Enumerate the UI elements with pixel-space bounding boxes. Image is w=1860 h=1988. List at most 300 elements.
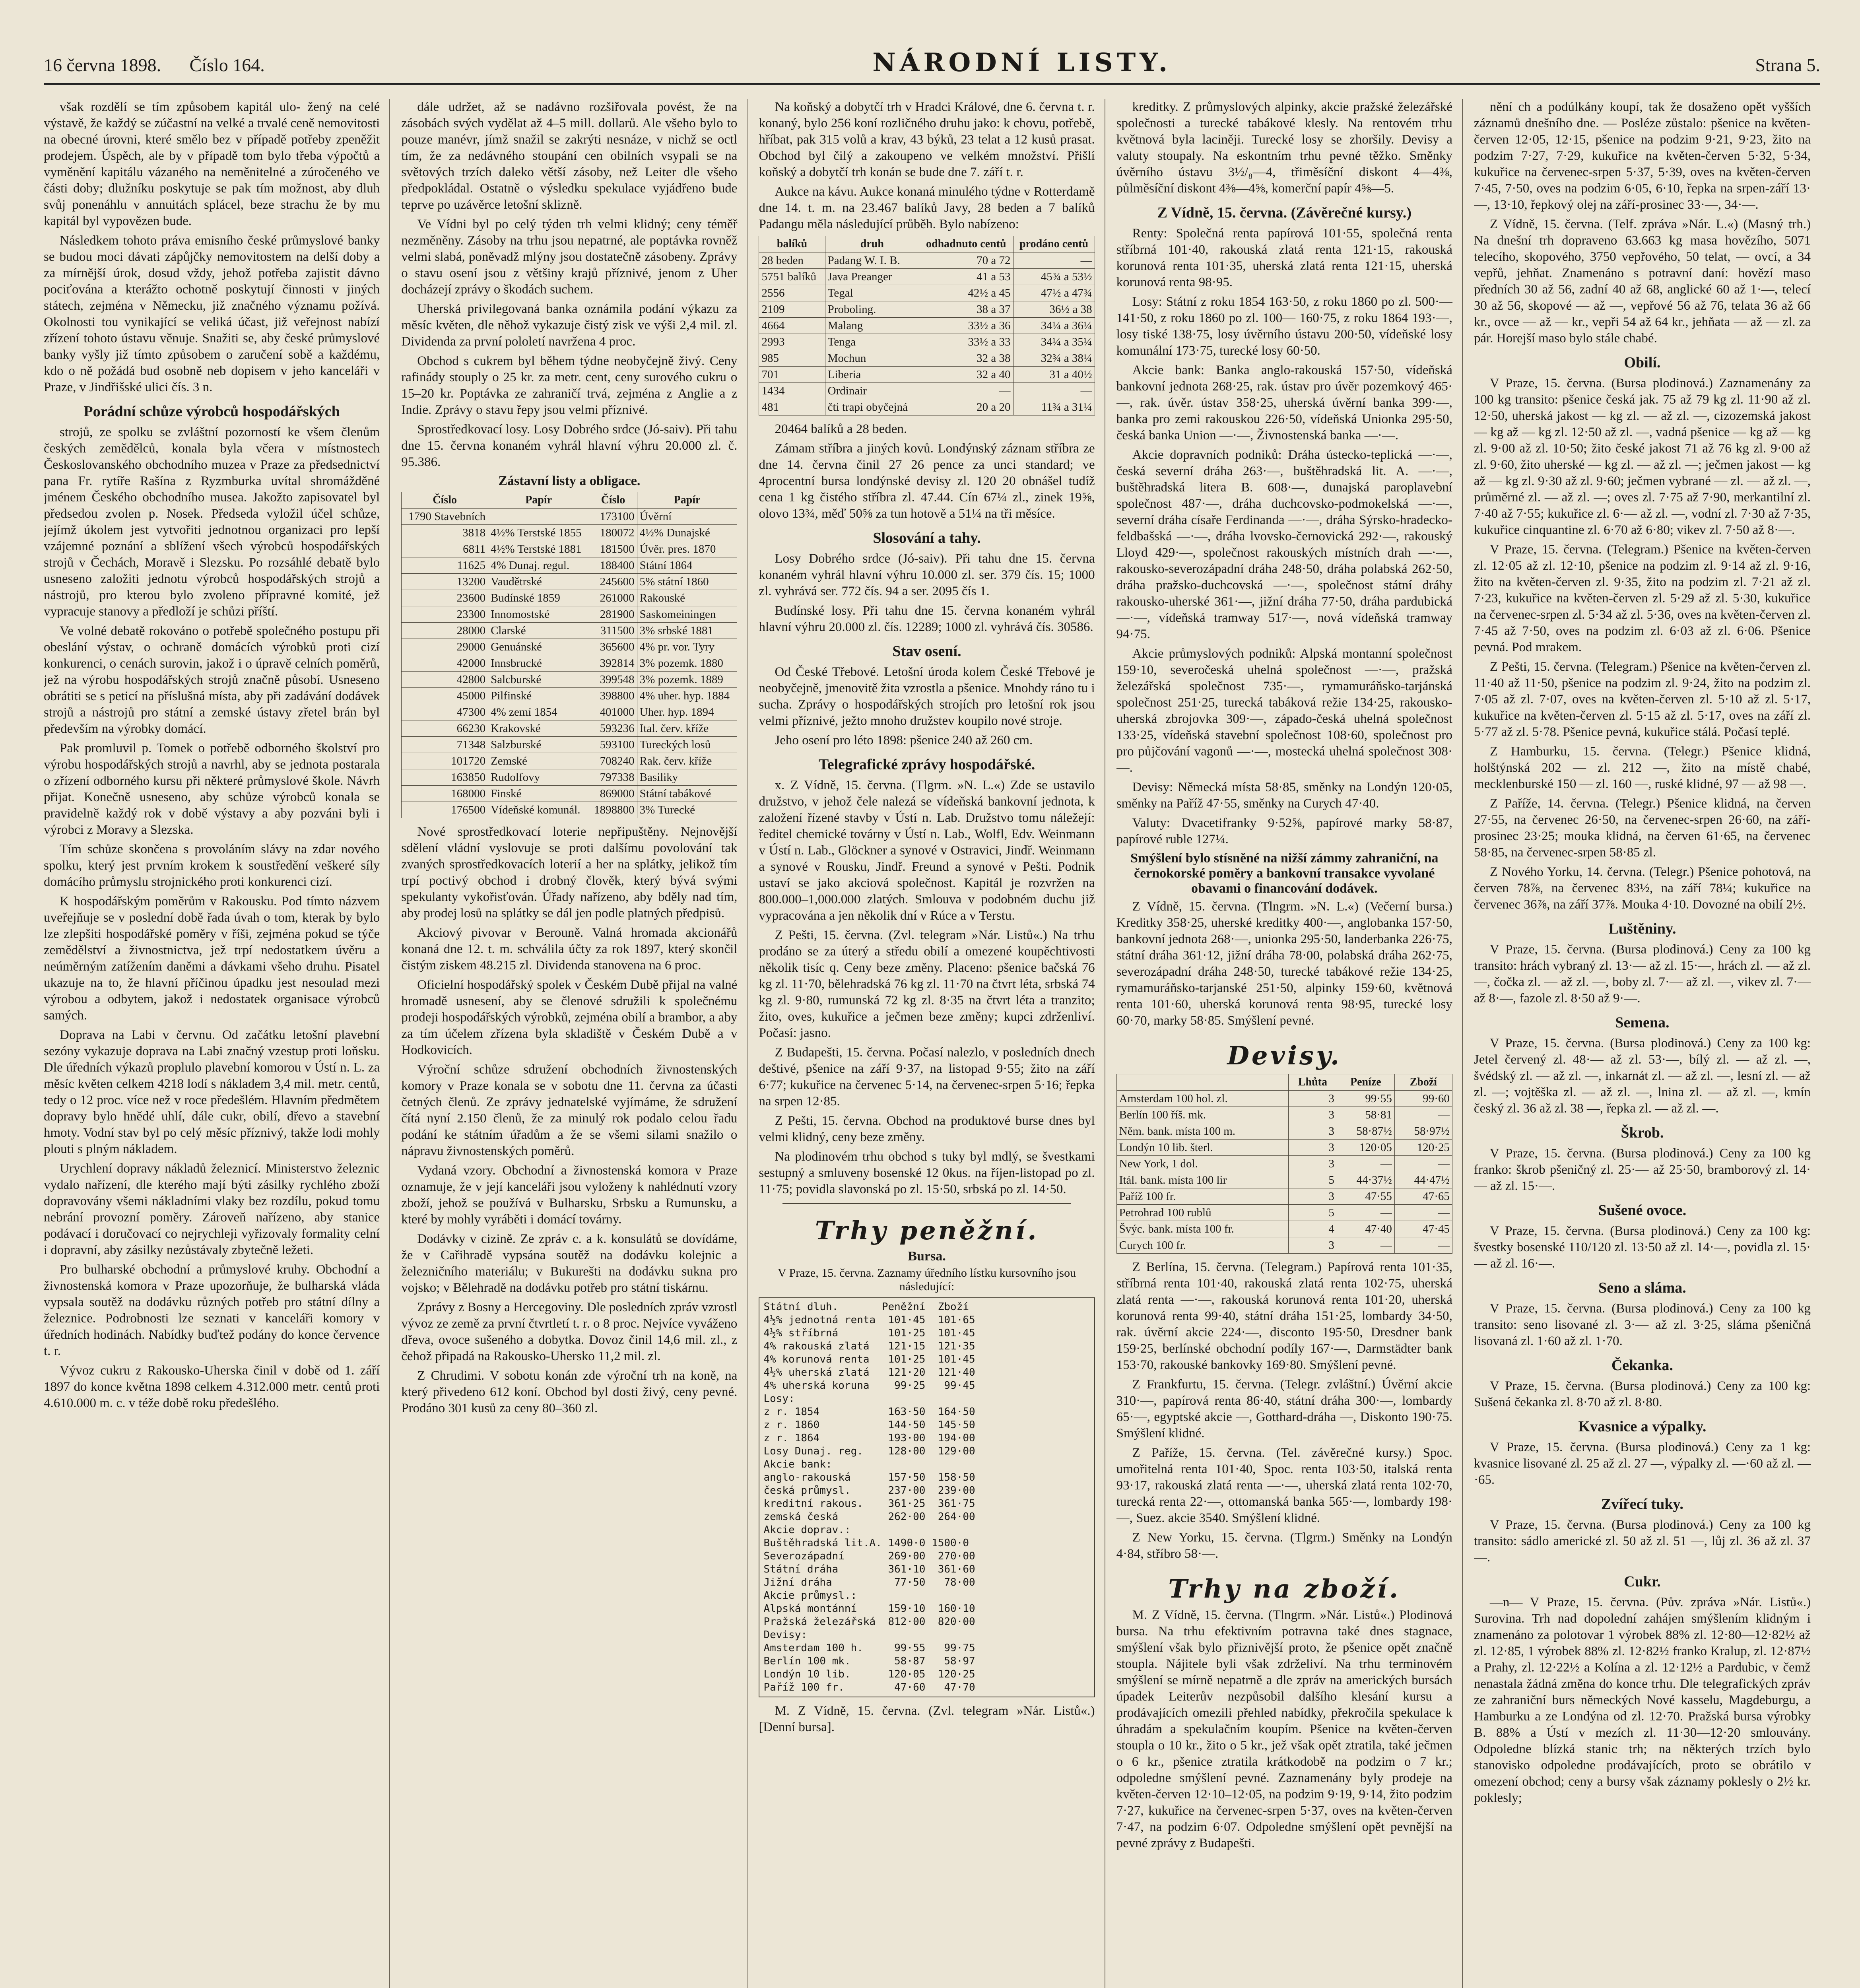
table-cell: 4% Dunaj. regul. xyxy=(488,557,589,574)
article-paragraph: Z Hamburku, 15. června. (Telegr.) Pšenice klidná, holštýnská 202 — zl. 212 —, žito na místě chabé, mecklenburské 150 — zl. 160 —, ruské klidné, 97 — až 98 —. xyxy=(1474,744,1811,791)
article-paragraph: Z New Yorku, 15. června. (Tlgrm.) Směnky na Londýn 4·84, stříbro 58·—. xyxy=(1116,1530,1452,1561)
table-cell: Rakouské xyxy=(637,590,737,606)
table-cell: Berlín 100 říš. mk. xyxy=(1116,1107,1288,1123)
table-cell: 42800 xyxy=(402,672,488,688)
table-cell: Itál. bank. místa 100 lir xyxy=(1116,1172,1288,1188)
table-cell: Tegal xyxy=(825,285,919,301)
article-paragraph: Renty: Společná renta papírová 101·55, společná renta stříbrná 101·40, rakouská zlatá renta 121·15, rakouská korunová renta 101·35, uherská zlatá renta 121·15, uherská korunová renta 98·95. xyxy=(1116,226,1452,289)
table-cell: Padang W. I. B. xyxy=(825,252,919,269)
table-cell: 3 xyxy=(1288,1107,1337,1123)
table-cell: 32 a 40 xyxy=(919,367,1013,383)
table-cell: Mochun xyxy=(825,350,919,367)
quote-line: Losy Dunaj. reg. 128·00 129·00 xyxy=(763,1445,975,1457)
table-header: Číslo xyxy=(402,492,488,509)
table-header-row xyxy=(402,492,737,509)
article-paragraph: Z Pešti, 15. června. (Zvl. telegram »Nár. Listů«.) Na trhu prodáno se za úterý a středu obilí a omezené koupěchtivosti několik tisíc q. Ceny beze změny. Placeno: pšenice bačská 76 kg zl. 11·70, bělehradská 76 kg zl. 11·70 na čtvrt léta, srbská 74 kg zl. 9·80, rumunská 72 kg zl. 8·35 na čtvrt léta a tranzito; žito, oves, kukuřice a ječmen beze změny; kupci zdrženliví. Počasí: jasno. xyxy=(759,928,1095,1040)
article-paragraph: Z Chrudimi. V sobotu konán zde výroční trh na koně, na který přivedeno 612 koní. Obchod byl dosti živý, ceny pevné. Prodáno 301 kusů za ceny 80–360 zl. xyxy=(401,1369,738,1415)
table-cell: 23600 xyxy=(402,590,488,606)
table-row xyxy=(1116,1237,1452,1254)
table-row xyxy=(759,350,1095,367)
article-paragraph: Na plodinovém trhu obchod s tuky byl mdlý, se švestkami sestupný a smluveny bosenské 12 0kus. na říjen-listopad po zl. 11·75; povidla slavonská po zl. 15·50, srbská po zl. 14·50. xyxy=(759,1149,1095,1196)
issue-number: Číslo 164. xyxy=(189,55,265,75)
table-cell: 4 xyxy=(1288,1221,1337,1237)
section-heading: Cukr. xyxy=(1624,1573,1661,1590)
quote-line: z r. 1860 144·50 145·50 xyxy=(763,1419,975,1431)
table-cell: Finské xyxy=(488,786,589,802)
article-paragraph: Z Paříže, 14. června. (Telegr.) Pšenice klidná, na červen 27·55, na červenec 26·50, na červenec-srpen 26·60, na září-prosinec 23·25; mouka klidná, na červen 61·65, na červenec 58·85, na červenec-srpen 58·85 zl. xyxy=(1474,796,1811,860)
table-cell: 11¾ a 31¼ xyxy=(1013,399,1095,415)
article-paragraph: Devisy: Německá místa 58·85, směnky na Londýn 120·05, směnky na Paříž 47·55, směnky na Curych 47·40. xyxy=(1116,780,1452,811)
table-cell: 5 xyxy=(1288,1172,1337,1188)
article-paragraph: Obchod s cukrem byl během týdne neobyčejně živý. Ceny rafinády stouply o 25 kr. za metr. cent, ceny surového cukru o 15–20 kr. Poptávka ze zahraničí trvá, zejména z Anglie a z Indie. Zprávy o stavu řepy jsou velmi příznivé. xyxy=(401,354,738,417)
table-cell: Tenga xyxy=(825,334,919,350)
quote-line: Akcie doprav.: xyxy=(763,1524,851,1536)
table-row xyxy=(759,269,1095,285)
table-row xyxy=(759,318,1095,334)
table-cell: 11625 xyxy=(402,557,488,574)
table-cell: 4½% Dunajské xyxy=(637,525,737,541)
article-paragraph: Urychlení dopravy nákladů železnicí. Ministerstvo železnic vydalo nařízení, dle kterého mají býti zásilky rychlého zboží dopravovány všemi nákladními vlaky bez rozdílu, pokud tomu nebrání provozní poměry. Zároveň nařízeno, aby stanice podávací i doručovací co nejrychleji vyřizovaly formality celní i dopravní, aby zásilky nezůstávaly zbytečně ležeti. xyxy=(44,1161,380,1257)
table-cell: 4% uher. hyp. 1884 xyxy=(637,688,737,704)
table-row xyxy=(402,737,737,753)
table-cell: Clarské xyxy=(488,623,589,639)
article-paragraph: Z Vídně, 15. června. (Tlngrm. »N. L.«) (Večerní bursa.) Kreditky 358·25, uherské kreditky 400·—, anglobanka 157·50, bankovní jednota 268·—, unionka 295·50, landerbanka 226·75, státní dráha 361·12, jižní dráha 78·00, polabská dráha 262·75, severozápadní dráha 248·50, turecké tabákové režie 134·25, rymamuráňsko-tarjanské 251·50, alpinky 159·60, květnová renta 101·60, uherská korunová renta 98·95, turecké losy 60·70, marky 58·85. Smýšlení pevné. xyxy=(1116,899,1452,1028)
table-row xyxy=(402,525,737,541)
table-cell: 38 a 37 xyxy=(919,301,1013,318)
article-paragraph: Z Pešti, 15. června. (Telegram.) Pšenice na květen-červen zl. 11·40 až 11·50, pšenice na podzim zl. 9·24, žito na podzim zl. 7·05 až zl. 7·07, oves na květen-červen zl. 5·10 až zl. 5·17, kukuřice na květen-červen zl. 5·15 až zl. 5·17, oves na září zl. 5·77 až zl. 5·78. Pšenice pevná, kukuřice stálá. Počasí teplé. xyxy=(1474,660,1811,739)
table-cell: 6811 xyxy=(402,541,488,557)
article-paragraph: kreditky. Z průmyslových alpinky, akcie pražské železářské společnosti a turecké tabákové klesly. Na rentovém trhu květnová byla laciněji. Turecké losy se zhoršily. Devisy a valuty stoupaly. Na eskontním trhu pevné těžko. Směnky úvěrního ústavu 3½/₈—4, třiměsíční diskont 4—4⅜, půlměsíční diskont 4⅜—4⅝, komerční papír 4⅝—5. xyxy=(1116,100,1452,196)
section-heading: Obilí. xyxy=(1624,354,1661,371)
column-5 xyxy=(1474,99,1820,1988)
table-cell: 188400 xyxy=(589,557,637,574)
coffee-auction-table xyxy=(759,236,1095,415)
article-paragraph: Z Paříže, 15. června. (Tel. závěrečné kursy.) Spoc. umořitelná renta 101·40, Spoc. renta 103·50, italská renta 93·17, rakouská zlatá renta —·—, uherská zlatá renta 102·70, turecká renta 22·—, ottomanská banka 565·—, lombardy 198·—, Suez. akcie 3540. Smýšlení klidné. xyxy=(1116,1446,1452,1525)
table-cell: 120·25 xyxy=(1394,1140,1452,1156)
table-row xyxy=(402,509,737,525)
article-paragraph: Výroční schůze sdružení obchodních živnostenských komory v Praze konala se v sobotu dne 11. června za účasti četných členů. Ze zprávy jednatelské vyjímáme, že sdružení čítá nyní 2.150 členů, že za minulý rok podalo celou řadu podání ke státním úřadům a že se všemi silami snažilo o nápravu živnostenských poměrů. xyxy=(401,1062,738,1158)
table-row xyxy=(1116,1221,1452,1237)
section-heading: Čekanka. xyxy=(1611,1357,1674,1374)
quote-line: Devisy: xyxy=(763,1629,808,1641)
table-cell: 47½ a 47¾ xyxy=(1013,285,1095,301)
newspaper-title: NÁRODNÍ LISTY. xyxy=(872,48,1172,78)
table-cell: 23300 xyxy=(402,606,488,623)
table-cell: Tureckých losů xyxy=(637,737,737,753)
table-cell: 5% státní 1860 xyxy=(637,574,737,590)
table-row xyxy=(402,590,737,606)
quote-line: z r. 1864 193·00 194·00 xyxy=(763,1432,975,1444)
article-paragraph: V Praze, 15. června. (Bursa plodinová.) Ceny za 100 kg transito: seno lisované zl. 3·— až zl. 3·25, sláma pšeničná lisovaná zl. 1·60 až zl. 1·70. xyxy=(1474,1301,1811,1348)
table-cell: 5751 balíků xyxy=(759,269,825,285)
column-1 xyxy=(44,99,390,1988)
table-cell: Státní 1864 xyxy=(637,557,737,574)
quote-line: Amsterdam 100 h. 99·55 99·75 xyxy=(763,1642,975,1654)
table-header: Peníze xyxy=(1337,1074,1394,1091)
table-cell: Liberia xyxy=(825,367,919,383)
table-header: prodáno centů xyxy=(1013,236,1095,252)
section-heading: Luštěniny. xyxy=(1608,920,1676,937)
table-row xyxy=(402,574,737,590)
column-4 xyxy=(1116,99,1463,1988)
table-cell: Proboling. xyxy=(825,301,919,318)
article-paragraph: Pro bulharské obchodní a průmyslové kruhy. Obchodní a živnostenská komora v Praze upozorňuje, že bulharská vláda vypsala soutěž na dodávku různých potřeb pro státní dílny a železnice. Podrobnosti lze seznati v kanceláři komory v úředních hodinách. Nabídky buďtež podány do konce července t. r. xyxy=(44,1262,380,1358)
table-cell: 797338 xyxy=(589,769,637,786)
article-paragraph: Sprostředkovací losy. Losy Dobrého srdce (Jó-saiv). Při tahu dne 15. června konaném vyhrál hlavní výhru 20.000 zl. č. 95.386. xyxy=(401,422,738,469)
table-cell: Paříž 100 fr. xyxy=(1116,1188,1288,1205)
masthead xyxy=(44,48,1820,85)
table-cell: čti trapi obyčejná xyxy=(825,399,919,415)
table-cell: 3818 xyxy=(402,525,488,541)
table-cell: 245600 xyxy=(589,574,637,590)
table-cell: 47·40 xyxy=(1337,1221,1394,1237)
table-cell: Ital. červ. kříže xyxy=(637,720,737,737)
article-paragraph: Z Nového Yorku, 14. června. (Telegr.) Pšenice pohotová, na červen 78⅞, na červenec 83½, na září 78¼; kukuřice na červenec 36⅞, na září 37⅞. Mouka 4·10. Dovozné na obilí 2½. xyxy=(1474,865,1811,912)
table-cell: 28 beden xyxy=(759,252,825,269)
table-cell: 31 a 40½ xyxy=(1013,367,1095,383)
quote-line: anglo-rakouská 157·50 158·50 xyxy=(763,1472,975,1483)
article-paragraph: M. Z Vídně, 15. června. (Zvl. telegram »Nár. Listů«.) [Denní bursa]. xyxy=(759,1704,1095,1734)
article-paragraph: Akciový pivovar v Berouně. Valná hromada akcionářů konaná dne 12. t. m. schválila účty za rok 1897, který skončil čistým ziskem 48.215 zl. Dividenda stanovena na 6 proc. xyxy=(401,926,738,973)
table-cell: 29000 xyxy=(402,639,488,655)
table-cell: — xyxy=(1394,1205,1452,1221)
section-heading: Slosování a tahy. xyxy=(873,530,981,546)
quotes-lines xyxy=(763,1301,1090,1694)
table-cell: 2993 xyxy=(759,334,825,350)
table-cell: 701 xyxy=(759,367,825,383)
table-cell: Innomostské xyxy=(488,606,589,623)
table-cell: 3 xyxy=(1288,1123,1337,1140)
table-cell: 47300 xyxy=(402,704,488,720)
table-cell: Ordinair xyxy=(825,383,919,399)
table-row xyxy=(759,252,1095,269)
table-header: Zboží xyxy=(1394,1074,1452,1091)
table-cell: 34¼ a 36¼ xyxy=(1013,318,1095,334)
table-header: druh xyxy=(825,236,919,252)
quote-line: zemská česká 262·00 264·00 xyxy=(763,1511,975,1523)
table-cell: 311500 xyxy=(589,623,637,639)
table-cell: — xyxy=(919,383,1013,399)
table-row xyxy=(1116,1091,1452,1107)
section-heading: Kvasnice a výpalky. xyxy=(1578,1418,1707,1435)
quote-line: Státní dráha 361·10 361·60 xyxy=(763,1563,975,1575)
table-row xyxy=(402,769,737,786)
section-heading: Zvířecí tuky. xyxy=(1601,1496,1683,1512)
table-cell: New York, 1 dol. xyxy=(1116,1156,1288,1172)
table-cell: 99·55 xyxy=(1337,1091,1394,1107)
table-cell: 32¾ a 38¼ xyxy=(1013,350,1095,367)
table-cell: — xyxy=(1337,1237,1394,1254)
bonds-table xyxy=(401,492,737,818)
table-cell: 481 xyxy=(759,399,825,415)
table-row xyxy=(1116,1172,1452,1188)
article-paragraph: Akcie průmyslových podniků: Alpská montanní společnost 159·10, severočeská uhelná společnost —·—, pražská železářská společnost 735·—, rymamuráňsko-tarjánská společnost 251·25, turecká tabáková režie 134·25, rakousko-uherská zbrojovka 309·—, západo-česká uhelná společnost 133·25, vídeňská stavební společnost 108·60, společnost pro pro půjčování vagonů —·—, mostecká uhelná společnost 308·—. xyxy=(1116,646,1452,775)
table-cell: 3% Turecké xyxy=(637,802,737,818)
table-cell: 1790 Stavebních xyxy=(402,509,488,525)
table-cell: Innsbrucké xyxy=(488,655,589,672)
table-cell: Salcburské xyxy=(488,672,589,688)
table-cell: Curych 100 fr. xyxy=(1116,1237,1288,1254)
quote-line: Buštěhradská lit.A. 1490·0 1500·0 xyxy=(763,1537,969,1549)
article-paragraph: M. Z Vídně, 15. června. (Tlngrm. »Nár. Listů«.) Plodinová bursa. Na trhu efektivním potravna také dnes stagnace, smýšlení však bylo přiznivější proto, že pšenice opět značně stoupla. Nájitele byli však zdrželiví. Na trhu terminovém smýšlení se mírně nepatrně a dle zpráv na amerických bursách úpadek Leiterův nezpůsobil dalšího klesání kursu a prodávajících omezili přehled nabídky, překročila spekulace k úhradám a spekulačním koupím. Pšenice na květen-červen stoupla o 10 kr., žito o 5 kr., jež však opět ztratila, také ječmen o 6 kr., pšenice ztratila krátkodobě na podzim o 7 kr.; odpoledne smýšlení pevné. Zaznamenány byly prodeje na květen-červen 12·10–12·05, na podzim 9·19, 9·14, žito podzim 7·27, kukuřice na červenec-srpen 5·37, oves na květen-červen 7·47, na podzim 6·07. Odpoledne smýšlení opět pevnější na pevné zprávy z Budapešti. xyxy=(1116,1608,1452,1850)
table-cell: 3% pozemk. 1880 xyxy=(637,655,737,672)
article-paragraph: V Praze, 15. června. (Bursa plodinová.) Ceny za 100 kg transito: sádlo americké zl. 50 až zl. 51 —, lůj zl. 36 až zl. 37 —. xyxy=(1474,1518,1811,1565)
table-cell: 47·65 xyxy=(1394,1188,1452,1205)
table-cell xyxy=(488,509,589,525)
table-cell: — xyxy=(1013,383,1095,399)
table-cell: 44·47½ xyxy=(1394,1172,1452,1188)
article-paragraph: Ve volné debatě rokováno o potřebě společného postupu při obeslání výstav, o ochraně domácích výrobků proti cizí konkurenci, o cenách surovin, jakož i o úpravě celních poměrů, jež na výrobu hospodářských strojů značně působí. Usneseno obrátiti se s peticí na příslušná místa, aby při zadávání dodávek strojů a nástrojů pro státní a zemské ústavy zřetel brán byl především na výrobky domácí. xyxy=(44,624,380,736)
table-cell: Zemské xyxy=(488,753,589,769)
article-paragraph: Na koňský a dobytčí trh v Hradci Králové, dne 6. června t. r. konaný, bylo 256 koní rozličného druhu jako: k chovu, potřebě, hříbat, pak 315 volů a krav, 43 býků, 23 telat a 12 kusů prasat. Obchod byl čilý a zakoupeno ve velkém množství. Přišlí koňský a dobytčí trh konán se bude dne 7. září t. r. xyxy=(759,100,1095,179)
quote-line: 4½% stříbrná 101·25 101·45 xyxy=(763,1327,975,1339)
table-cell: Amsterdam 100 hol. zl. xyxy=(1116,1091,1288,1107)
quote-line: Paříž 100 fr. 47·60 47·70 xyxy=(763,1681,975,1693)
table-cell: 36½ a 38 xyxy=(1013,301,1095,318)
table-cell: 3 xyxy=(1288,1237,1337,1254)
article-paragraph: Uherská privilegovaná banka oznámila podání výkazu za měsíc květen, dle něhož vykazuje čistý zisk ve výši 2,4 mil. zl. Dividenda za první pololetí navržena 4 proc. xyxy=(401,302,738,349)
table-row xyxy=(402,688,737,704)
table-row xyxy=(759,399,1095,415)
table-row xyxy=(1116,1205,1452,1221)
table-cell: Salzburské xyxy=(488,737,589,753)
article-paragraph: Losy Dobrého srdce (Jó-saiv). Při tahu dne 15. června konaném vyhrál hlavní výhru 10.000 zl. ser. 379 čís. 15; 1000 zl. vyhrává ser. 772 čís. 94 a ser. 2095 čís 1. xyxy=(759,551,1095,598)
section-heading: Seno a sláma. xyxy=(1598,1279,1686,1296)
table-cell: 99·60 xyxy=(1394,1091,1452,1107)
table-cell: — xyxy=(1394,1237,1452,1254)
table-cell: 33½ a 36 xyxy=(919,318,1013,334)
table-header: Papír xyxy=(488,492,589,509)
quote-line: 4% rakouská zlatá 121·15 121·35 xyxy=(763,1340,975,1352)
article-paragraph: však rozdělí se tím způsobem kapitál ulo- žený na celé výstavě, že každý se zúčastní na velké a trvalé ceně nemovitosti na obecné úrovni, které smělo bez v případě potřeby zpeněžit prodejem. Úspěch, ale by v případě tom bylo třeba výpočtů a vyměnění kapitálu vázaného na neměnitelné a zúročeného ve části doby; dlužníku poskytuje se pak tím možnost, aby dluh svůj ponenáhlu v annuitách splácel, beze strachu že by mu kapitál byl vypovězen bude. xyxy=(44,100,380,228)
quote-line: 4% korunová renta 101·25 101·45 xyxy=(763,1353,975,1365)
article-paragraph: Z Berlína, 15. června. (Telegram.) Papírová renta 101·35, stříbrná renta 101·40, rakouská zlatá renta 102·75, uherská zlatá renta —·—, rakouská korunová renta 101·20, uherská korunová renta 99·40, státní dráha 151·25, lombardy 34·50, rak. úvěrní akcie 224·—, disconto 195·50, Dresdner bank 159·25, berlínské obchodní podíly 167·—, Darmstädter bank 153·70, rakouské bankovky 169·80. Smýšlení pevné. xyxy=(1116,1260,1452,1372)
table-cell: 4% pr. vor. Tyry xyxy=(637,639,737,655)
table-row xyxy=(402,557,737,574)
table-row xyxy=(402,720,737,737)
article-paragraph: dále udržet, až se nadávno rozšiřovala povést, že na zásobách svých vydělat až 4–5 mill. dollarů. Ale všeho bylo to pouze manévr, jímž snažil se zakrýti nesnáze, v nichž se octl tím, že za nedávného stoupání cen obilních vsypali se na světových trzích daleko větší zásoby, než Leiter dle všeho předpokládal. Ostatně o výsledku spekulace vyjádřeno bude teprve po uzávěrce letošní sklizně. xyxy=(401,100,738,212)
article-paragraph: strojů, ze spolku se zvláštní pozorností ke všem členům českých zemědělců, konala byla včera v místnostech Českoslovanského obchodního muzea v Praze za předsednictví pana Fr. rytíře Rašína z Ryzmburka uvítal shromážděné jménem Českého obchodního musea. Jakožto zapisovatel byl předsedou zvolen p. Nosek. Předseda vyložil účel schůze, jejímž úkolem jest vytvořiti jednotnou organizaci pro lepší vzájemné poznání a sblížení všech výrobců hospodářských strojů v Čechách, Moravě i Slezsku. Po rozsáhlé debatě bylo usneseno založiti jednotu výrobců hospodářských strojů a nástrojů, pro kterou bylo zvoleno přípravné komité, jež vypracuje stanovy a předloží je schůzi příští. xyxy=(44,425,380,619)
table-row xyxy=(759,383,1095,399)
table-cell: 3% pozemk. 1889 xyxy=(637,672,737,688)
table-cell: 4½% Terstské 1881 xyxy=(488,541,589,557)
table-cell: 45000 xyxy=(402,688,488,704)
table-cell: Rudolfovy xyxy=(488,769,589,786)
article-paragraph: Následkem tohoto práva emisního české průmyslové banky se budou moci dávati zápůjčky nemovitostem na delší doby a za mírnější úrok, dosud vždy, jehož potřeba zajistit dávno pociťována a kterážto ochotně poskytují činnosti v jiných státech, zejména v Německu, již značného významu požívá. Okolnosti tou vynikající se veliká účast, již veřejnost nabízí zřízení tohoto ústavu věnuje. Snažiti se, aby české průmyslové banky vyšly již tímto způsobem o zaručení sobě a každému, kdo o ně požádá bud osobně neb dopisem v jeho kanceláři v Praze, v Jindřišské ulici čís. 3 n. xyxy=(44,233,380,394)
article-paragraph: Zámam stříbra a jiných kovů. Londýnský záznam stříbra ze dne 14. června činil 27 26 pence za unci standard; ve 4procentní bursa londýnské devisy zl. 120 20 obnášel tudíž cena 1 kg čistého stříbra zl. 47.44. Cín 67¼ zl., zinek 19⅝, olovo 13¾, měď 50⅝ za tun hotově a 51¼ na tři měsíce. xyxy=(759,441,1095,521)
table-row xyxy=(402,541,737,557)
table-cell: Saskomeiningen xyxy=(637,606,737,623)
table-cell: Vaudětrské xyxy=(488,574,589,590)
column-2 xyxy=(401,99,747,1988)
article-paragraph: V Praze, 15. června. (Bursa plodinová.) Zaznamenány za 100 kg transito: pšenice česká jak. 75 až 79 kg zl. 11·90 až zl. 12·50, uherská jakost — kg zl. — až zl. —, cizozemská jakost — kg až — kg zl. 12·50 až zl. —, vadná pšenice — kg až — kg zl. 9·00 až zl. 10·50; žito české jakost 71 až 76 kg zl. 9·00 až zl. 9·60, žito uherské — kg zl. — až zl. —; ječmen jakost — kg až — kg zl. 9·30 až zl. 9·60; ječmen vybrané — zl. — až zl. —, průměrné zl. — až zl. —; oves zl. 7·75 až 7·90, merkantilní zl. 7·40 až 7·55; kukuřice zl. 6·— až zl. —, vodní zl. 7·30 až 7·35, kukuřice cinquantine zl. 6·70 až 6·80; vikev zl. 7·50 až 8·—. xyxy=(1474,376,1811,537)
table-header-row xyxy=(759,236,1095,252)
article-paragraph: V Praze, 15. června. (Bursa plodinová.) Ceny za 100 kg: švestky bosenské 110/120 zl. 13·50 až zl. 14·—, povidla zl. 15·— až zl. 16·—. xyxy=(1474,1224,1811,1271)
table-cell: 2109 xyxy=(759,301,825,318)
table-cell: 593236 xyxy=(589,720,637,737)
article-paragraph: V Praze, 15. června. (Bursa plodinová.) Ceny za 100 kg: Jetel červený zl. 48·— až zl. 53·—, bílý zl. — až zl. —, švédský zl. — až zl. —, inkarnát zl. — až zl. —, lesní zl. — až zl. —; vojtěška zl. — až zl. —, lnina zl. — až zl. —, kmín český zl. 36 až zl. 38 —, řepka zl. — až zl. —. xyxy=(1474,1036,1811,1116)
table-cell: Malang xyxy=(825,318,919,334)
section-heading: Sušené ovoce. xyxy=(1598,1202,1687,1219)
quote-line: z r. 1854 163·50 164·50 xyxy=(763,1406,975,1418)
table-header: Číslo xyxy=(589,492,637,509)
article-paragraph: Vývoz cukru z Rakousko-Uherska činil v době od 1. září 1897 do konce května 1898 celkem 4.312.000 metr. centů proti 4.610.000 m. c. v téže době roku předešlého. xyxy=(44,1363,380,1410)
table-row xyxy=(402,639,737,655)
article-paragraph: V Praze, 15. června. (Bursa plodinová.) Ceny za 100 kg transito: hrách vybraný zl. 13·— až zl. 15·—, hrách zl. — až zl. —, čočka zl. — až zl. —, boby zl. 7·— až zl. —, vikev zl. 7·— až 8·—, fazole zl. 8·50 až 9·—. xyxy=(1474,942,1811,1006)
table-row xyxy=(1116,1123,1452,1140)
section-heading: Telegrafické zprávy hospodářské. xyxy=(818,756,1035,773)
page-number: Strana 5. xyxy=(1755,55,1820,75)
table-cell: 3 xyxy=(1288,1140,1337,1156)
devisy-table xyxy=(1116,1074,1452,1254)
table-cell: 13200 xyxy=(402,574,488,590)
table-cell: — xyxy=(1394,1156,1452,1172)
article-paragraph: Vydaná vzory. Obchodní a živnostenská komora v Praze oznamuje, že v její kanceláři jsou vyloženy k nahlédnutí vzory zboží, jehož se používá v Bulharsku, Srbsku a Rumunsku, a které by mohly vyráběti i domácí továrny. xyxy=(401,1163,738,1227)
quote-line: Státní dluh. Peněžní Zboží xyxy=(763,1301,969,1313)
article-paragraph: Budínské losy. Při tahu dne 15. června konaném vyhrál hlavní výhru 20.000 zl. čís. 12289; 1000 zl. vyhrává čís. 30586. xyxy=(759,604,1095,634)
table-cell: Basiliky xyxy=(637,769,737,786)
article-paragraph: Pak promluvil p. Tomek o potřebě odborného školství pro výrobu hospodářských strojů a navrhl, aby se jednota postarala o zřízení odborného kursu při některé průmyslové škole. Návrh přijat. Konečně usneseno, aby schůze výrobců konala se pravidelně každý rok v době výstavy a aby pozváni byli i výrobci z Moravy a Slezska. xyxy=(44,741,380,837)
table-cell: Rak. červ. kříže xyxy=(637,753,737,769)
quote-line: Akcie bank: xyxy=(763,1458,832,1470)
table-row xyxy=(759,285,1095,301)
quote-line: Pražská železářská 812·00 820·00 xyxy=(763,1616,975,1628)
article-paragraph: Zprávy z Bosny a Hercegoviny. Dle posledních zpráv vzrostl vývoz ze země za první čtvrtletí t. r. o 8 proc. Nejvíce vyváženo dřeva, ovoce sušeného a dobytka. Dovoz činil 14,6 mil. zl., z čehož připadá na Rakousko-Uhersko 11,2 mil. zl. xyxy=(401,1300,738,1363)
article-paragraph: Z Frankfurtu, 15. června. (Telegr. zvláštní.) Úvěrní akcie 310·—, papírová renta 86·40, státní dráha 300·—, lombardy 65·—, egyptské akcie —, Gotthard-dráha —, Diskonto 190·75. Smýšlení klidné. xyxy=(1116,1377,1452,1441)
quote-line: česká průmysl. 237·00 239·00 xyxy=(763,1485,975,1497)
table-cell: 101720 xyxy=(402,753,488,769)
article-paragraph: Doprava na Labi v červnu. Od začátku letošní plavební sezóny vykazuje doprava na Labi značný vzestup proti loňsku. Dle úředních výkazů proplulo plavební komorou v Ústí n. L. za měsíc květen celkem 4218 lodí s nákladem 3,4 mil. metr. centů, tedy o 12 proc. více než v roce předešlém. Hlavním předmětem dopravy bylo hnědé uhlí, dále cukr, obilí, dřevo a stavební hmoty. Vodní stav byl po celý měsíc příznivý, takže lodi mohly plouti s plným nákladem. xyxy=(44,1028,380,1156)
table-cell: 47·55 xyxy=(1337,1188,1394,1205)
table-row xyxy=(759,367,1095,383)
article-paragraph: V Praze, 15. června. (Bursa plodinová.) Ceny za 1 kg: kvasnice lisované zl. 25 až zl. 27 —, výpalky zl. —·60 až zl. —·65. xyxy=(1474,1440,1811,1487)
article-paragraph: x. Z Vídně, 15. června. (Tlgrm. »N. L.«) Zde se ustavilo družstvo, v jehož čele nalezá se vídeňská bankovní jednota, k založení řízené stavby v Ústí n. Lab. Družstvo tomu náležejí: ředitel chemické továrny v Ústí n. Lab., Wolfl, Edv. Weinmann v Ústí n. Lab., Glöckner a synové v Ostravici, Jindř. Weinmann a synové v Rousku, Jindř. Freund a synové v Pešti. Podnik ustaví se jako akciová společnost. Kapitál je rozvržen na 800.000–1,000.000 zlatých. Smlouva v podobném duchu již vypracována a jen několik dní v Rúce a v Terstu. xyxy=(759,778,1095,923)
article-paragraph: Valuty: Dvacetifranky 9·52⅝, papírové marky 58·87, papírové ruble 127¼. xyxy=(1116,816,1452,846)
table-cell: 168000 xyxy=(402,786,488,802)
table-cell: Státní tabákové xyxy=(637,786,737,802)
table-row xyxy=(402,802,737,818)
section-divider xyxy=(782,1203,1071,1204)
quote-line: Londýn 10 lib. 120·05 120·25 xyxy=(763,1668,975,1680)
table-cell: 398800 xyxy=(589,688,637,704)
table-cell: 163850 xyxy=(402,769,488,786)
table-cell: — xyxy=(1337,1205,1394,1221)
table-cell: 42½ a 45 xyxy=(919,285,1013,301)
table-cell: 70 a 72 xyxy=(919,252,1013,269)
section-heading: Z Vídně, 15. června. (Závěrečné kursy.) xyxy=(1157,204,1412,221)
table-cell: 58·87½ xyxy=(1337,1123,1394,1140)
article-paragraph: V Praze, 15. června. (Telegram.) Pšenice na květen-červen zl. 12·05 až zl. 12·10, pšenice na podzim zl. 9·14 až zl. 9·16, žito na květen-červen zl. 9·35, žito na podzim zl. 7·21 až zl. 7·23, kukuřice na květen-červen zl. 5·29 až zl. 5·30, kukuřice na červenec-srpen zl. 5·34 až zl. 5·36, oves na květen-červen zl. 7·45 až 7·50, oves na podzim zl. 6·03 až zl. 6·06. Pšenice pevná. Pod mrakem. xyxy=(1474,542,1811,654)
table-cell: Java Preanger xyxy=(825,269,919,285)
table-cell: 33½ a 33 xyxy=(919,334,1013,350)
quote-line: Severozápadní 269·00 270·00 xyxy=(763,1550,975,1562)
table-cell: 3 xyxy=(1288,1091,1337,1107)
table-row xyxy=(402,606,737,623)
table-cell: 20 a 20 xyxy=(919,399,1013,415)
table-cell: 120·05 xyxy=(1337,1140,1394,1156)
table-cell: 44·37½ xyxy=(1337,1172,1394,1188)
quote-line: 4½% uherská zlatá 121·20 121·40 xyxy=(763,1367,975,1378)
quote-line: Alpská montánní 159·10 160·10 xyxy=(763,1603,975,1615)
coffee-auction-body xyxy=(759,252,1095,415)
table-cell: 28000 xyxy=(402,623,488,639)
article-paragraph: 20464 balíků a 28 beden. xyxy=(775,422,907,436)
table-cell: Uher. hyp. 1894 xyxy=(637,704,737,720)
article-paragraph: Oficielní hospodářský spolek v Českém Dubě přijal na valné hromadě usnesení, aby se členové sdružili k společnému prodeji hospodářských výrobků, zejména obilí a brambor, a aby za tím účelem zřízena byla skladiště v Českém Dubě a v Hodkovicích. xyxy=(401,978,738,1057)
article-paragraph: Jeho osení pro léto 1898: pšenice 240 až 260 cm. xyxy=(775,733,1033,747)
quote-line: 4% uherská koruna 99·25 99·45 xyxy=(763,1380,975,1392)
article-paragraph: Akcie dopravních podniků: Dráha ústecko-teplická —·—, česká severní dráha 263·—, buštěhradská lit. A. —·—, buštěhradská litera B. 608·—, dunajská paroplavební společnost 487·—, dráha duchcovsko-podmokelská —·—, severní dráha císaře Ferdinanda —·—, dráha Sýrsko-hradecko-feldbašská —·—, dráha lvovsko-černovická 292·—, rakouský Lloyd 429·—, společnost rakouských místních drah —·—, rakousko-severozápadní dráha 248·50, dráha polabská 262·50, dráha pražsko-duchcovská —·—, společnost státní dráhy rakousko-uherské 361·—, jižní dráha 77·50, dráha pardubická —·—, vídeňská tramway 517·—, nová vídeňská tramway 94·75. xyxy=(1116,448,1452,641)
table-cell: 4½% Terstské 1855 xyxy=(488,525,589,541)
table-cell: 593100 xyxy=(589,737,637,753)
table-cell: 399548 xyxy=(589,672,637,688)
article-paragraph: Aukce na kávu. Aukce konaná minulého týdne v Rotterdamě dne 14. t. m. na 23.467 balíků Javy, 28 beden a 7 balíků Padangu měla následující průběh. Bylo nabízeno: xyxy=(759,184,1095,231)
table-header: Lhůta xyxy=(1288,1074,1337,1091)
table-cell: 4664 xyxy=(759,318,825,334)
article-paragraph: Od České Třebové. Letošní úroda kolem České Třebové je neobyčejně, jmenovitě žita vzrostla a pšenice. Mnohdy ráno tu i sucha. Zprávy o hospodářských strojích pro letošní rok jsou velmi příznivé, ježto mnoho družstev koupilo nové stroje. xyxy=(759,665,1095,728)
article-paragraph: Tím schůze skončena s provoláním slávy na zdar nového spolku, který jest prvním krokem k soustředění veškeré síly domácího průmyslu strojnického proti konkurenci cizí. xyxy=(44,842,380,889)
quote-line: Akcie průmysl.: xyxy=(763,1590,857,1602)
table-cell: 365600 xyxy=(589,639,637,655)
article-paragraph: —n— V Praze, 15. června. (Pův. zpráva »Nár. Listů«.) Surovina. Trh nad dopolední zahájen smýšlením klidným i znamenáno za polotovar 1 výrobek 88% zl. 12·80—12·82½ až zl. 12·85, 1 výrobek 88% zl. 12·82½ franko Kralup, zl. 12·87½ a Prahy, zl. 12·22½ a Kolína a zl. 12·12½ a Pardubic, v čemž nenastala žádná změna do konce trhu. Dle telegrafických zpráv ze zahraniční burs německých Nové kasselu, Magdeburgu, a Hamburku a ze Londýna od zl. 12·70. Pražská bursa výrobky B. 88% a Ústí v mezích zl. 11·30—12·20 smlouvány. Odpoledne blízká stanic trh; na některých trzích bylo stanovisko odpoledne prodávajících, proto se obrátilo v omezení obchod; ceny a bursy však záznamy poklesly o 2½ kr. poklesly; xyxy=(1474,1595,1811,1805)
table-header-row xyxy=(1116,1074,1452,1091)
table-cell: 281900 xyxy=(589,606,637,623)
article-paragraph: Ve Vídni byl po celý týden trh velmi klidný; ceny téměř nezměněny. Zásoby na trhu jsou nepatrné, ale poptávka rovněž velmi slabá, poněvadž mlýny jsou dostatečně zásobeny. Zprávy o stavu osení jsou z většiny krajů příznivé, jenom z Uher docházejí zprávy o škodách suchem. xyxy=(401,217,738,297)
table-header xyxy=(1116,1074,1288,1091)
table-row xyxy=(1116,1156,1452,1172)
devisy-table-body xyxy=(1116,1091,1452,1254)
section-heading: Stav osení. xyxy=(892,643,961,660)
table-header: balíků xyxy=(759,236,825,252)
table-cell: Úvěrní xyxy=(637,509,737,525)
table-row xyxy=(759,301,1095,318)
table-cell: 708240 xyxy=(589,753,637,769)
table-cell: 401000 xyxy=(589,704,637,720)
article-paragraph: Losy: Státní z roku 1854 163·50, z roku 1860 po zl. 500·— 141·50, z roku 1860 po zl. 100— 160·75, z roku 1864 193·—, losy tiské 138·75, losy úvěrního ústavu 200·50, vídeňské losy komunální 173·75, turecké losy 60·50. xyxy=(1116,295,1452,358)
bonds-table-body xyxy=(402,509,737,818)
column-3 xyxy=(759,99,1105,1988)
article-paragraph: V Praze, 15. června. (Bursa plodinová.) Ceny za 100 kg franko: škrob pšeničný zl. 25·— až 25·50, bramborový zl. 14·— až zl. 15·—. xyxy=(1474,1146,1811,1193)
masthead-left xyxy=(44,54,289,76)
table-row xyxy=(1116,1107,1452,1123)
article-paragraph: Z Pešti, 15. června. Obchod na produktové burse dnes byl velmi klidný, ceny beze změny. xyxy=(759,1114,1095,1144)
table-cell: 261000 xyxy=(589,590,637,606)
table-cell: 392814 xyxy=(589,655,637,672)
table-row xyxy=(402,786,737,802)
table-cell: 1434 xyxy=(759,383,825,399)
table-cell: Petrohrad 100 rublů xyxy=(1116,1205,1288,1221)
table-row xyxy=(1116,1140,1452,1156)
table-cell: 42000 xyxy=(402,655,488,672)
table-cell: 176500 xyxy=(402,802,488,818)
article-paragraph: K hospodářským poměrům v Rakousku. Pod tímto názvem uveřejňuje se v poslední době řada úvah o tom, kterak by bylo lze zlepšiti hospodářské poměry v říši, zejména pokud se týče zemědělství a živnostnictva, jež trpí nedostatkem úvěru a neúměrným zatížením daněmi a dávkami všeho druhu. Pisatel ukazuje na to, že hlavní příčinou úpadku jest nesoulad mezi výrobou a odbytem, jakož i nedostatek organisace výrobců samých. xyxy=(44,894,380,1023)
section-heading: Porádní schůze výrobců hospodářských xyxy=(83,403,340,420)
table-cell: 58·81 xyxy=(1337,1107,1394,1123)
issue-date: 16 června 1898. xyxy=(44,55,161,75)
bourse-note: V Praze, 15. června. Zaznamy úředního lístku kursovního jsou následující: xyxy=(777,1266,1076,1293)
table-header: Papír xyxy=(637,492,737,509)
section-heading: Semena. xyxy=(1615,1014,1670,1031)
table-cell: Pilfinské xyxy=(488,688,589,704)
table-cell: 985 xyxy=(759,350,825,367)
table-row xyxy=(1116,1188,1452,1205)
quote-line: Berlín 100 mk. 58·87 58·97 xyxy=(763,1655,975,1667)
table-cell: 3 xyxy=(1288,1156,1337,1172)
table-cell: — xyxy=(1337,1156,1394,1172)
quote-line: Jižní dráha 77·50 78·00 xyxy=(763,1576,975,1588)
section-heading: Škrob. xyxy=(1621,1124,1664,1141)
article-paragraph: Z Vídně, 15. června. (Telf. zpráva »Nár. L.«) (Masný trh.) Na dnešní trh dopraveno 63.663 kg masa hovězího, 5071 telecího, skopového, 3750 vepřového, 50 telat, — ovcí, a 34 vepřů, jehňat. Znamenáno s potravní daní: hovězí maso předních 30 až 56, zadní 40 až 68, anglické 60 až 1·—, telecí 30 až 56, skopové — až —, vepřové 56 až 76, telata 36 až 66 kr., ovce — až — kr., vepři 54 až 64 kr., jehňata — až — zl. za pár. Horejší maso bylo stále chabé. xyxy=(1474,217,1811,346)
